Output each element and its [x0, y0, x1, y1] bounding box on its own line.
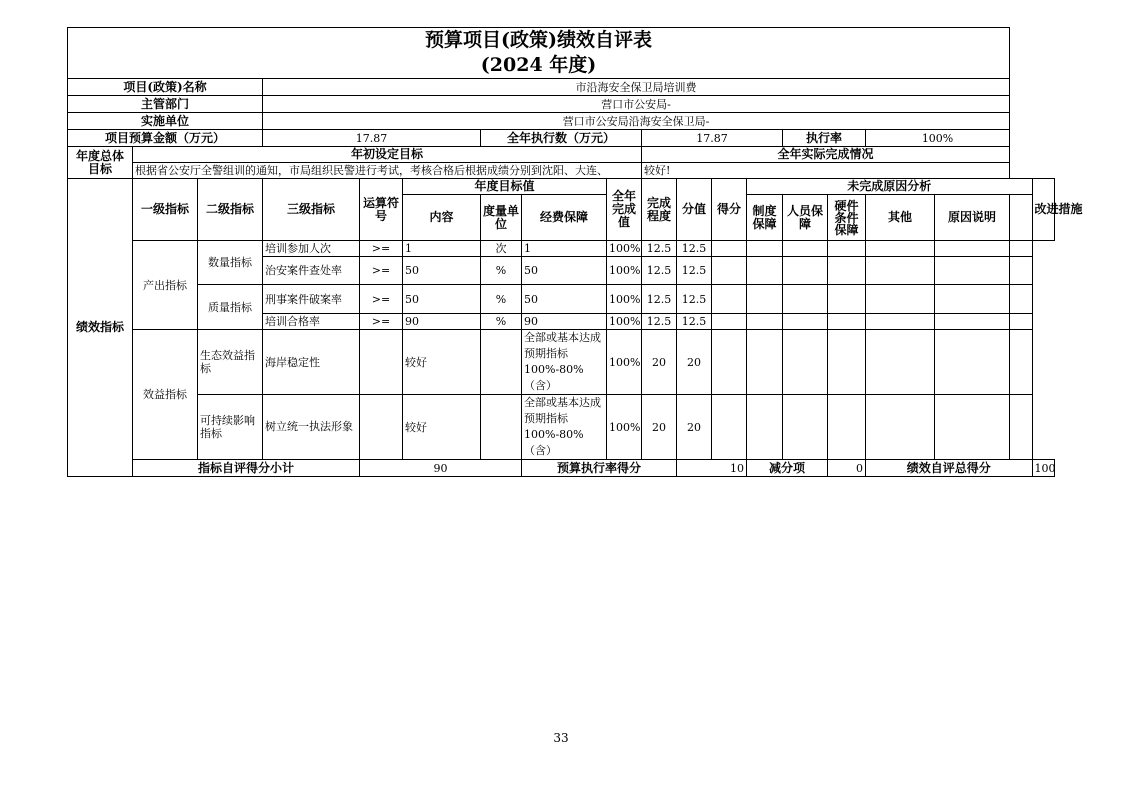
row-value: 12.5	[642, 314, 677, 330]
row-unit: %	[481, 285, 522, 314]
year-text: (2024 年度)	[480, 54, 597, 76]
row-score: 12.5	[677, 314, 712, 330]
benefit-label: 效益指标	[133, 330, 198, 460]
budget-amount-label: 项目预算金额（万元）	[68, 130, 263, 147]
hardware-header: 硬件条件保障	[828, 195, 866, 241]
performance-table	[67, 27, 1083, 477]
unit-value: 营口市公安局沿海安全保卫局-	[263, 113, 1010, 130]
table-row	[68, 395, 1055, 460]
deduction-label: 减分项	[747, 460, 828, 477]
page-number: 33	[553, 731, 569, 745]
row-score: 12.5	[677, 285, 712, 314]
row-name: 树立统一执法形象	[263, 395, 360, 460]
row-content: 50	[403, 257, 481, 285]
row-content: 90	[403, 314, 481, 330]
row-done: 50	[522, 257, 607, 285]
row-score: 20	[677, 330, 712, 395]
row-content: 较好	[403, 330, 481, 395]
row-done: 50	[522, 285, 607, 314]
table-title	[68, 28, 1010, 79]
deduction-value: 0	[828, 460, 866, 477]
title-text: 预算项目(政策)绩效自评表	[425, 29, 653, 51]
table-row	[68, 285, 1055, 314]
execution-rate-value: 100%	[866, 130, 1010, 147]
annual-done-header: 全年完成值	[607, 179, 642, 241]
output-label: 产出指标	[133, 241, 198, 330]
row-value: 12.5	[642, 241, 677, 257]
row-content: 50	[403, 285, 481, 314]
level3-header: 三级指标	[263, 179, 360, 241]
table-row	[68, 241, 1055, 257]
row-value: 20	[642, 330, 677, 395]
content-subheader: 内容	[403, 195, 481, 241]
eco-label: 生态效益指标	[198, 330, 263, 395]
budget-rate-score-value: 10	[677, 460, 747, 477]
row-name: 培训参加人次	[263, 241, 360, 257]
row-unit: 次	[481, 241, 522, 257]
operator-header: 运算符号	[360, 179, 403, 241]
row-score: 12.5	[677, 241, 712, 257]
total-value: 100	[1032, 460, 1054, 477]
row-score: 20	[677, 395, 712, 460]
level2-header: 二级指标	[198, 179, 263, 241]
perf-indicators-label: 绩效指标	[68, 179, 133, 477]
row-done: 全部或基本达成预期指标100%-80%（含）	[522, 330, 607, 395]
initial-goal-text: 根据省公安厅全警组训的通知，市局组织民警进行考试，考核合格后根据成绩分别到沈阳、大连、	[133, 163, 642, 179]
annual-goal-line1: 年度总体	[75, 148, 124, 163]
budget-amount-value: 17.87	[263, 130, 481, 147]
row-name: 海岸稳定性	[263, 330, 360, 395]
staff-header: 人员保障	[783, 195, 828, 241]
row-unit: %	[481, 314, 522, 330]
total-label: 绩效自评总得分	[866, 460, 1033, 477]
row-done: 1	[522, 241, 607, 257]
row-degree: 100%	[607, 330, 642, 395]
row-degree: 100%	[607, 257, 642, 285]
score-header: 得分	[712, 179, 747, 241]
annual-goal-line2: 目标	[87, 161, 112, 176]
level1-header: 一级指标	[133, 179, 198, 241]
system-header: 制度保障	[747, 195, 783, 241]
annual-goal-label	[68, 147, 133, 179]
quality-label: 质量指标	[198, 285, 263, 330]
unit-label: 实施单位	[68, 113, 263, 130]
unit-measure-header: 度量单位	[481, 195, 522, 241]
row-degree: 100%	[607, 395, 642, 460]
other-header: 其他	[866, 195, 935, 241]
row-unit	[481, 330, 522, 395]
row-value: 20	[642, 395, 677, 460]
row-op: >=	[360, 285, 403, 314]
row-op: >=	[360, 241, 403, 257]
score-value-header: 分值	[677, 179, 712, 241]
row-content: 较好	[403, 395, 481, 460]
row-unit: %	[481, 257, 522, 285]
initial-goal-header: 年初设定目标	[133, 147, 642, 163]
budget-rate-score-label: 预算执行率得分	[522, 460, 677, 477]
project-name-value: 市沿海安全保卫局培训费	[263, 79, 1010, 96]
row-degree: 100%	[607, 241, 642, 257]
department-label: 主管部门	[68, 96, 263, 113]
row-score: 12.5	[677, 257, 712, 285]
actual-completion-text: 较好!	[642, 163, 1010, 179]
row-done: 90	[522, 314, 607, 330]
table-row	[68, 330, 1055, 395]
row-unit	[481, 395, 522, 460]
executed-amount-value: 17.87	[642, 130, 783, 147]
actual-completion-header: 全年实际完成情况	[642, 147, 1010, 163]
row-name: 治安案件查处率	[263, 257, 360, 285]
row-degree: 100%	[607, 314, 642, 330]
quantity-label: 数量指标	[198, 241, 263, 285]
row-op	[360, 395, 403, 460]
funding-header: 经费保障	[522, 195, 607, 241]
improvement-header: 改进措施	[1032, 179, 1054, 241]
row-op: >=	[360, 314, 403, 330]
incomplete-analysis-header: 未完成原因分析	[747, 179, 1033, 195]
row-content: 1	[403, 241, 481, 257]
subtotal-label: 指标自评得分小计	[133, 460, 360, 477]
project-name-label: 项目(政策)名称	[68, 79, 263, 96]
subtotal-value: 90	[360, 460, 522, 477]
row-name: 培训合格率	[263, 314, 360, 330]
row-name: 刑事案件破案率	[263, 285, 360, 314]
row-degree: 100%	[607, 285, 642, 314]
degree-header: 完成程度	[642, 179, 677, 241]
department-value: 营口市公安局-	[263, 96, 1010, 113]
executed-amount-label: 全年执行数（万元）	[481, 130, 642, 147]
row-done: 全部或基本达成预期指标100%-80%（含）	[522, 395, 607, 460]
row-op	[360, 330, 403, 395]
sustain-label: 可持续影响指标	[198, 395, 263, 460]
annual-target-header: 年度目标值	[403, 179, 607, 195]
row-value: 12.5	[642, 257, 677, 285]
execution-rate-label: 执行率	[783, 130, 866, 147]
row-op: >=	[360, 257, 403, 285]
row-value: 12.5	[642, 285, 677, 314]
reason-header: 原因说明	[935, 195, 1010, 241]
